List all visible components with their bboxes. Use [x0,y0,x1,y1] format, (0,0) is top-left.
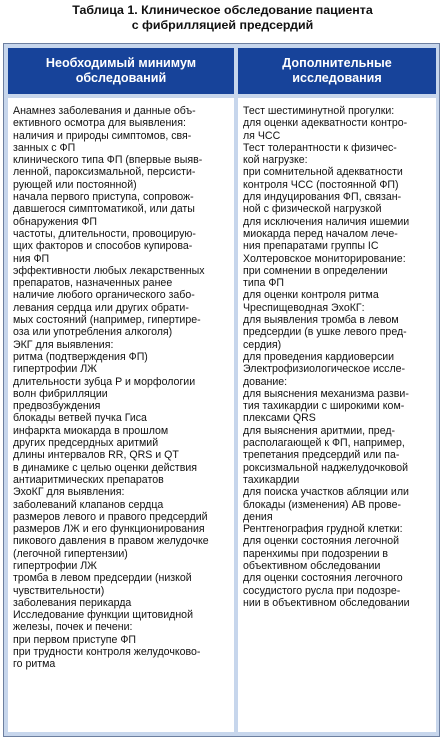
additional-study-line: Рентгенография грудной клетки: [243,523,403,536]
minimum-exam-line: (легочной гипертензии) [13,547,128,560]
additional-study-line: для выяснения механизма разви- [243,387,409,400]
minimum-exam-line: левания сердца или других обрати- [13,301,189,314]
additional-study-line: ля ЧСС [243,129,281,142]
header-left-line-1: Необходимый минимум [45,56,197,70]
minimum-exam-line: щих факторов и способов купирова- [13,240,193,253]
additional-study-line: блокады (изменения) АВ прове- [243,498,402,511]
minimum-exam-line: заболевания перикарда [13,596,132,609]
minimum-exam-line: Анамнез заболевания и данные объ- [13,105,196,117]
additional-study-line: ной с физической нагрузкой [243,203,382,216]
minimum-exam-line: длины интервалов RR, QRS и QT [13,449,179,462]
minimum-exam-line: гипертрофии ЛЖ [13,559,97,572]
additional-study-line: для оценки состояния легочной [243,535,400,548]
additional-study-line: тахикардии [243,473,300,486]
minimum-exam-line: наличия и природы симптомов, свя- [13,129,192,142]
minimum-exam-line: ЭхоКГ для выявления: [13,486,125,499]
additional-study-line: типа ФП [243,277,285,290]
minimum-exam-line: в динамике с целью оценки действия [13,461,198,474]
minimum-exam-line: пикового давления в правом желудочке [13,535,209,548]
header-left-line-2: обследований [75,71,167,85]
minimum-exam-line: железы, почек и печени: [13,621,133,634]
minimum-exam-line: обнаружения ФП [13,215,97,228]
additional-study-line: тия тахикардии с широкими ком- [243,400,405,413]
minimum-exam-line: давшегося симптоматикой, или даты [13,203,195,216]
minimum-exam-line: блокады ветвей пучка Гиса [13,412,147,425]
additional-study-line: Чреспищеводная ЭхоКГ: [243,301,365,314]
minimum-exam-line: го ритма [13,658,56,671]
additional-study-line: миокарда перед началом лече- [243,227,398,240]
minimum-exam-line: начала первого приступа, сопровож- [13,191,194,204]
minimum-exam-line: других предсердных аритмий [13,437,159,450]
additional-study-line: плексами QRS [243,412,316,425]
minimum-exam-line: эффективности любых лекарственных [13,264,205,277]
additional-study-line: при сомнительной адекватности [243,166,403,179]
additional-study-line: сердия) [243,338,282,351]
additional-study-line: для индуцирования ФП, связан- [243,191,402,204]
minimum-exam-line: размеров левого и правого предсердий [13,510,208,523]
additional-study-line: дения [243,510,273,523]
minimum-exam-line: рующей или постоянной) [13,178,137,191]
minimum-exam-line: волн фибрилляции [13,387,108,400]
minimum-exam-line: чувствительности) [13,584,105,597]
additional-study-line: контроля ЧСС (постоянной ФП) [243,178,399,191]
minimum-exam-line: антиаритмических препаратов [13,473,164,486]
additional-study-line: располагающей к ФП, например, [243,437,405,450]
minimum-exam-line: препаратов, назначенных ранее [13,277,173,290]
minimum-exam-line: ЭКГ для выявления: [13,338,114,351]
additional-study-line: роксизмальной наджелудочковой [243,461,409,474]
additional-study-line: паренхимы при подозрении в [243,547,389,560]
additional-study-line: дование: [243,375,288,388]
minimum-exam-line: мых состояний (например, гипертире- [13,314,201,327]
additional-study-line: при сомнении в определении [243,264,388,277]
additional-study-line: для поиска участков абляции или [243,486,409,499]
cell-minimum-examinations [8,98,234,732]
additional-study-line: Электрофизиологическое иссле- [243,363,406,376]
additional-study-line: для оценки состояния легочного [243,572,403,585]
minimum-exam-line: инфаркта миокарда в прошлом [13,424,169,437]
minimum-exam-line: занных с ФП [13,141,76,154]
additional-study-line: для оценки контроля ритма [243,289,379,302]
additional-study-line: для выяснения аритмии, пред- [243,424,396,437]
minimum-exam-line: наличие любого органического забо- [13,289,195,302]
additional-study-line: Холтеровское мониторирование: [243,252,406,265]
minimum-exam-line: ритма (подтверждения ФП) [13,350,148,363]
additional-study-line: предсердии (в ушке левого пред- [243,326,407,339]
additional-study-line: для выявления тромба в левом [243,314,399,327]
additional-study-line: Тест толерантности к физичес- [243,141,397,154]
header-additional-studies [238,48,436,94]
minimum-exam-line: ективного осмотра для выявления: [13,117,186,130]
additional-study-line: для оценки адекватности контро- [243,117,408,130]
additional-study-line: ния препаратами группы IC [243,240,379,253]
additional-study-line: объективном обследовании [243,559,381,572]
additional-study-line: кой нагрузке: [243,154,308,167]
minimum-exam-line: предвозбуждения [13,400,101,413]
header-right-line-2: исследования [292,71,382,85]
minimum-exam-line: при первом приступе ФП [13,633,136,646]
minimum-exam-line: тромба в левом предсердии (низкой [13,572,192,585]
minimum-exam-line: гипертрофии ЛЖ [13,363,97,376]
minimum-exam-line: частоты, длительности, провоцирую- [13,227,196,240]
minimum-exam-line: длительности зубца P и морфологии [13,375,196,388]
additional-study-line: для проведения кардиоверсии [243,350,395,363]
minimum-exam-line: при трудности контроля желудочково- [13,646,201,659]
minimum-exam-line: клинического типа ФП (впервые выяв- [13,154,203,167]
caption-line-2: с фибрилляцией предсердий [131,17,314,32]
additional-study-line: сосудистого русла при подозре- [243,584,401,597]
caption-line-1: Таблица 1. Клиническое обследование пациента [72,3,373,17]
cell-additional-studies [238,98,436,732]
minimum-exam-line: ния ФП [13,252,50,265]
header-minimum-examinations [8,48,234,94]
table-caption [6,3,439,33]
minimum-exam-line: Исследование функции щитовидной [13,609,193,622]
minimum-exam-line: ленной, пароксизмальной, персисти- [13,166,196,179]
header-right-line-1: Дополнительные [282,56,392,70]
additional-study-line: нии в объективном обследовании [243,596,410,609]
additional-study-line: для исключения наличия ишемии [243,215,410,228]
additional-study-line: Тест шестиминутной прогулки: [243,105,395,117]
additional-study-line: трепетания предсердий или па- [243,449,400,462]
minimum-exam-line: заболеваний клапанов сердца [13,498,164,511]
examination-table [3,43,440,737]
minimum-exam-line: размеров ЛЖ и его функционирования [13,523,205,536]
minimum-exam-line: оза или употребления алкоголя) [13,326,173,339]
